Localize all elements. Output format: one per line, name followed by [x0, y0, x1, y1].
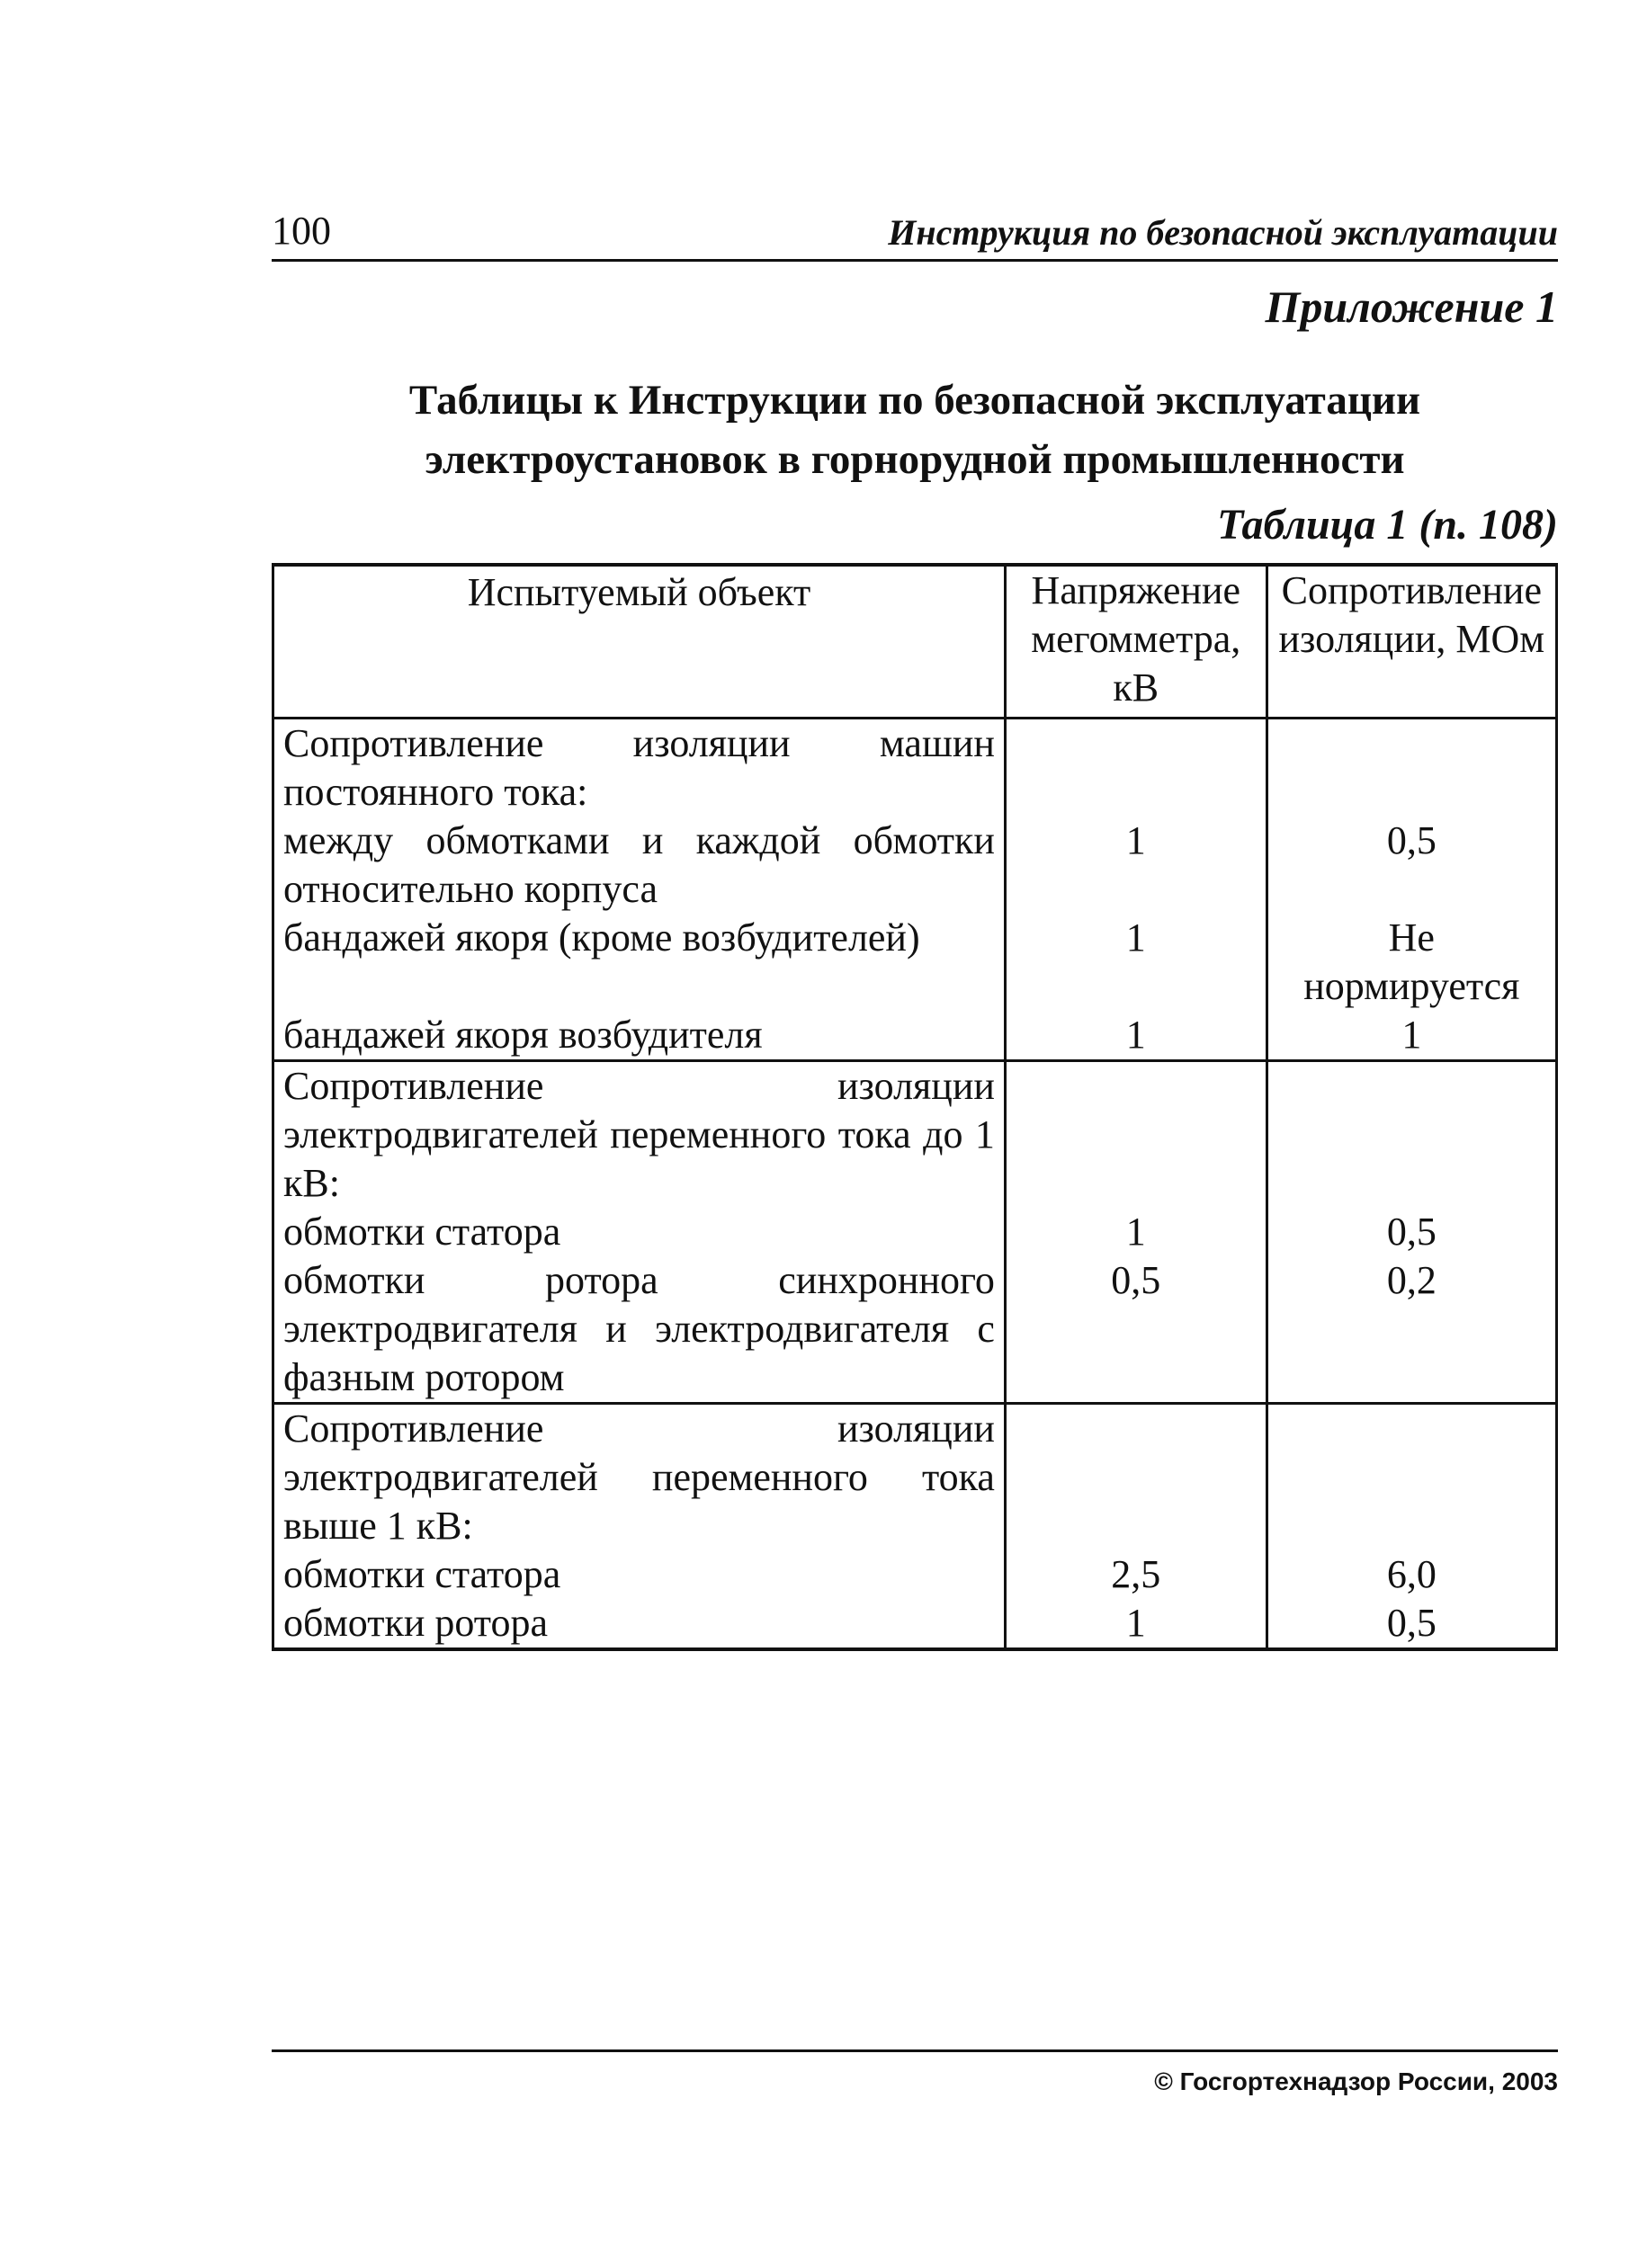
row-resistance: 0,5 [1267, 1208, 1556, 1256]
row-voltage: 0,5 [1005, 1256, 1267, 1404]
page-number: 100 [272, 209, 331, 253]
table-row [273, 719, 1557, 817]
row-resistance: 0,5 [1267, 1599, 1556, 1649]
row-voltage [1005, 719, 1267, 817]
running-title: Инструкция по безопасной эксплуатации [888, 212, 1558, 253]
row-object: Сопротивление изоляции электродвигателей переменного тока до 1 кВ: [273, 1061, 1006, 1209]
row-voltage: 1 [1005, 914, 1267, 1011]
copyright-notice: © Госгортехнадзор России, 2003 [1154, 2067, 1558, 2095]
row-object: обмотки статора [273, 1550, 1006, 1599]
row-voltage [1005, 1404, 1267, 1551]
row-resistance [1267, 1404, 1556, 1551]
row-voltage: 1 [1005, 1011, 1267, 1061]
row-resistance: 6,0 [1267, 1550, 1556, 1599]
row-voltage: 2,5 [1005, 1550, 1267, 1599]
section-title-line-1: Таблицы к Инструкции по безопасной эксплуатации [408, 377, 1421, 424]
table-row [273, 1208, 1557, 1256]
table-header-row [273, 565, 1557, 719]
row-voltage: 1 [1005, 817, 1267, 914]
table-row [273, 1550, 1557, 1599]
row-resistance: 0,5 [1267, 817, 1556, 914]
table-row [273, 914, 1557, 1011]
table-row [273, 1599, 1557, 1649]
row-object: между обмотками и каждой обмотки относительно корпуса [273, 817, 1006, 914]
row-resistance: Не нормируется [1267, 914, 1556, 1011]
column-header-object: Испытуемый объект [273, 565, 1006, 719]
row-object: обмотки ротора [273, 1599, 1006, 1649]
row-object: бандажей якоря возбудителя [273, 1011, 1006, 1061]
footer-rule [272, 2049, 1558, 2052]
row-object: обмотки статора [273, 1208, 1006, 1256]
row-object: Сопротивление изоляции машин постоянного тока: [273, 719, 1006, 817]
column-header-resistance: Сопротивление изоляции, МОм [1267, 565, 1556, 719]
insulation-resistance-table [272, 563, 1558, 1651]
row-object: бандажей якоря (кроме возбудителей) [273, 914, 1006, 1011]
section-title [272, 371, 1558, 489]
table-row [273, 1011, 1557, 1061]
table-row [273, 817, 1557, 914]
row-resistance [1267, 719, 1556, 817]
row-voltage [1005, 1061, 1267, 1209]
column-header-voltage: Напряжение мегомметра, кВ [1005, 565, 1267, 719]
row-object: обмотки ротора синхронного электродвигателя и электродвигателя с фазным ротором [273, 1256, 1006, 1404]
table-caption: Таблица 1 (п. 108) [1216, 501, 1558, 549]
appendix-label: Приложение 1 [1265, 281, 1558, 332]
row-voltage: 1 [1005, 1599, 1267, 1649]
page-header [272, 209, 1558, 262]
row-resistance [1267, 1061, 1556, 1209]
section-title-line-2: электроустановок в горнорудной промышленности [425, 436, 1405, 483]
table-row [273, 1256, 1557, 1404]
table-row [273, 1061, 1557, 1209]
table-row [273, 1404, 1557, 1551]
row-resistance: 1 [1267, 1011, 1556, 1061]
row-object: Сопротивление изоляции электродвигателей переменного тока выше 1 кВ: [273, 1404, 1006, 1551]
row-resistance: 0,2 [1267, 1256, 1556, 1404]
row-voltage: 1 [1005, 1208, 1267, 1256]
